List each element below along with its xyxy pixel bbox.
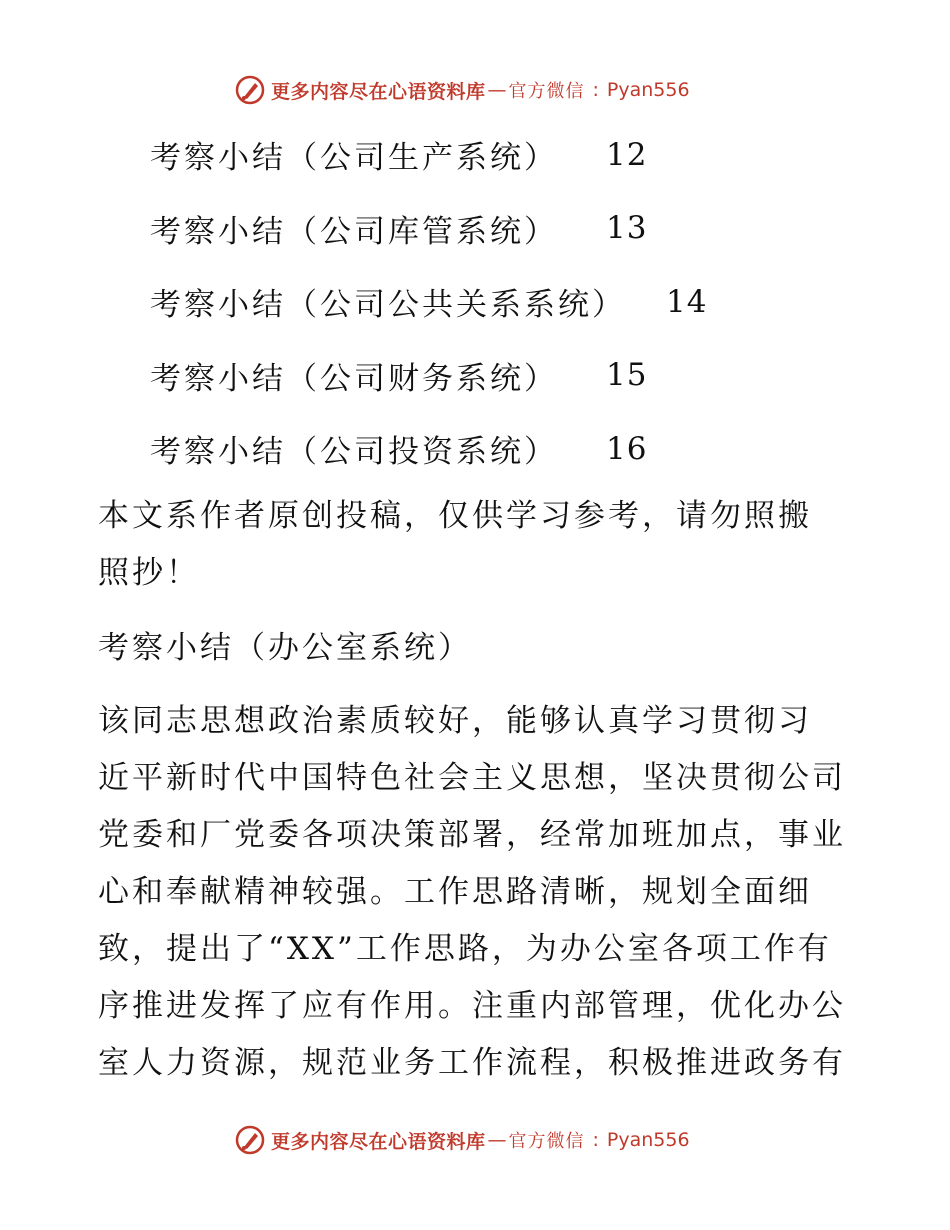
toc-item-title: 考察小结（公司公共关系系统）	[150, 287, 626, 324]
section-heading-text: 考察小结（办公室系统）	[98, 630, 472, 666]
watermark-wechat-label: 官方微信	[508, 81, 585, 102]
toc-item	[150, 412, 707, 486]
toc-item-page: 15	[606, 357, 648, 394]
watermark-separator: :	[592, 1129, 599, 1151]
toc-item-title: 考察小结（公司库管系统）	[150, 213, 558, 250]
body-line: 近平新时代中国特色社会主义思想，坚决贯彻公司	[98, 760, 846, 796]
watermark-wechat-id: Pyan556	[606, 1129, 690, 1151]
toc-item-page: 16	[606, 430, 648, 467]
toc-item	[150, 118, 707, 192]
watermark-separator: :	[592, 79, 599, 101]
toc-item-title: 考察小结（公司生产系统）	[150, 140, 558, 177]
watermark-text: 更多内容尽在心语资料库	[271, 80, 486, 103]
pen-logo-icon	[235, 75, 265, 105]
note-line: 照抄！	[98, 555, 200, 591]
watermark-dash: —	[487, 79, 507, 101]
toc-item-page: 14	[666, 283, 708, 320]
toc-item	[150, 265, 707, 339]
toc-item-page: 12	[606, 136, 648, 173]
section-body	[98, 693, 848, 1092]
body-line: 致，提出了“XX”工作思路，为办公室各项工作有	[98, 931, 832, 967]
watermark-footer	[235, 1122, 690, 1158]
body-line: 党委和厂党委各项决策部署，经常加班加点，事业	[98, 817, 846, 853]
toc-item	[150, 339, 707, 413]
watermark-dash: —	[487, 1129, 507, 1151]
body-line: 序推进发挥了应有作用。注重内部管理，优化办公	[98, 988, 846, 1024]
watermark-wechat-id: Pyan556	[606, 79, 690, 101]
watermark-wechat-label: 官方微信	[508, 1131, 585, 1152]
watermark-header	[235, 72, 690, 108]
body-line: 心和奉献精神较强。工作思路清晰，规划全面细	[98, 874, 812, 910]
toc-item	[150, 192, 707, 266]
toc-item-page: 13	[606, 210, 648, 247]
toc-item-title: 考察小结（公司投资系统）	[150, 434, 558, 471]
watermark-text: 更多内容尽在心语资料库	[271, 1130, 486, 1153]
note-line: 本文系作者原创投稿，仅供学习参考，请勿照搬	[98, 498, 812, 534]
body-line: 该同志思想政治素质较好，能够认真学习贯彻习	[98, 703, 812, 739]
section-heading	[98, 620, 848, 677]
pen-logo-icon	[235, 1125, 265, 1155]
toc-item-title: 考察小结（公司财务系统）	[150, 360, 558, 397]
copyright-note	[98, 488, 848, 602]
body-line: 室人力资源，规范业务工作流程，积极推进政务有	[98, 1045, 846, 1081]
table-of-contents	[150, 118, 707, 486]
